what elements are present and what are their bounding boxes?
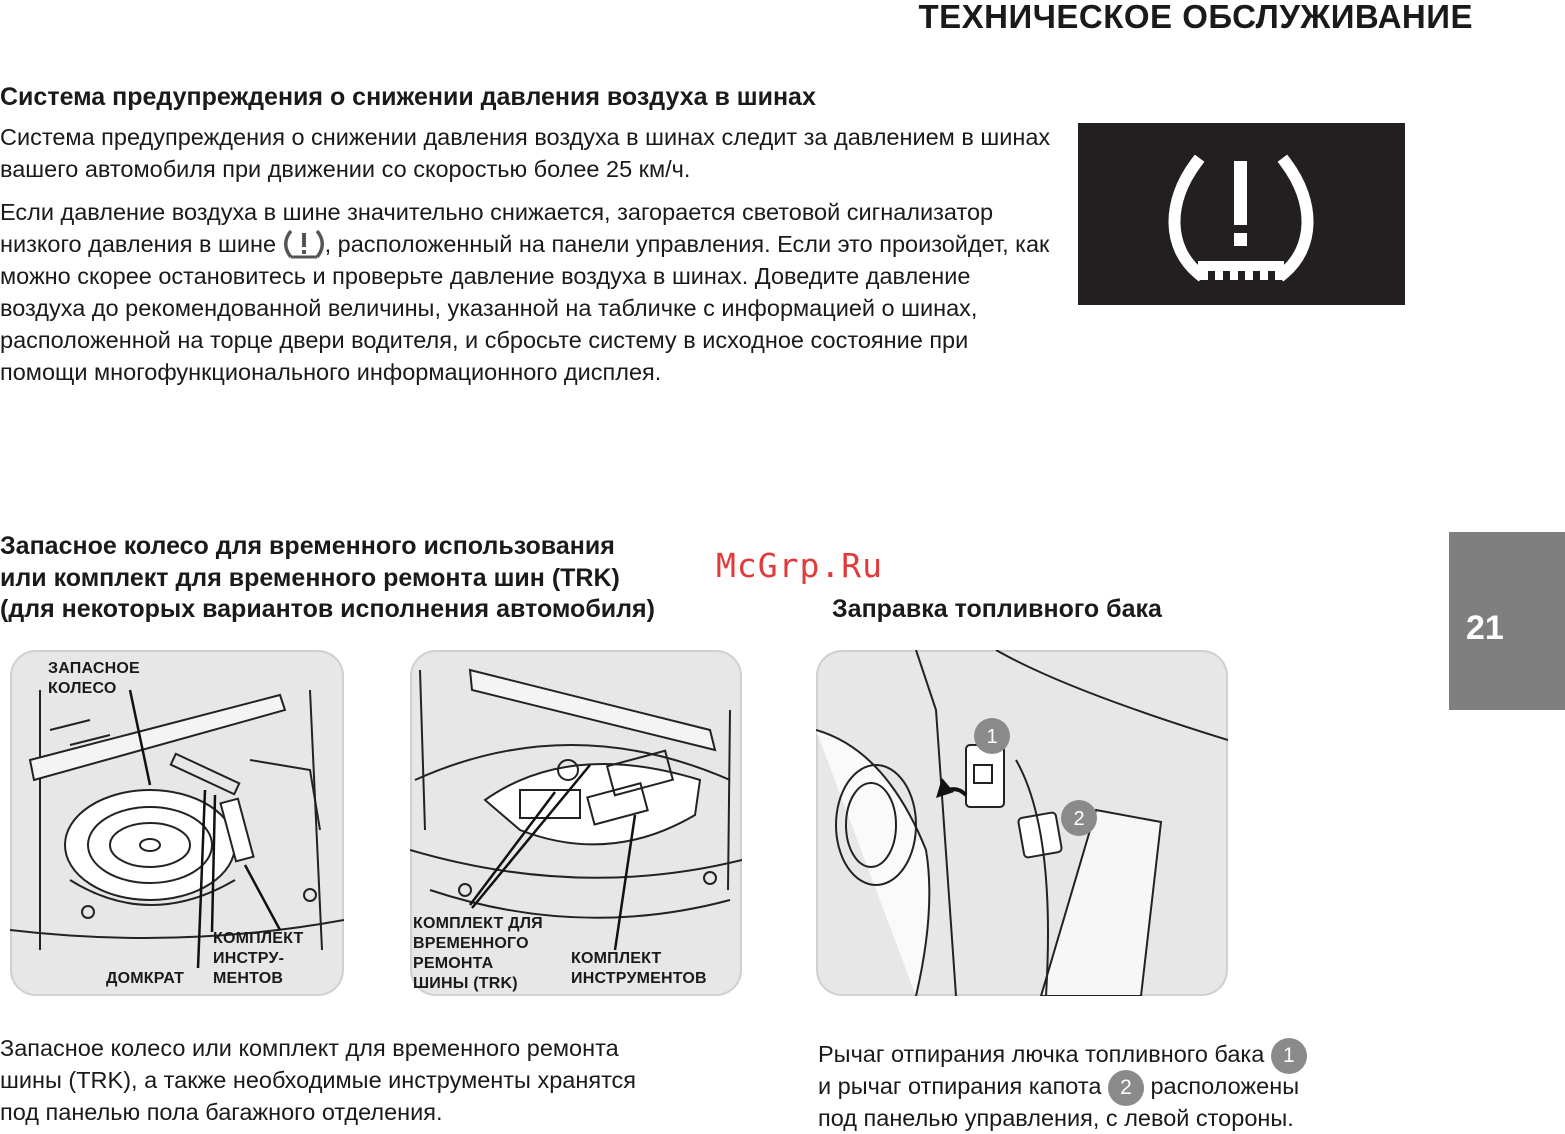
figure-badge-2: 2 (1073, 808, 1085, 830)
label-tools-1a: КОМПЛЕКТ (213, 930, 304, 947)
spare-body-line-3: под панелью пола багажного отделения. (0, 1099, 443, 1125)
page-number: 21 (1466, 609, 1504, 647)
tpms-paragraph-1: Система предупреждения о снижении давления воздуха в шинах следит за давлением в шинах вашего автомобиля при движении со скоростью более 25 км/ч. (0, 124, 1051, 182)
label-trk-3: РЕМОНТА (413, 955, 494, 972)
spare-heading-line-3: (для некоторых вариантов исполнения автомобиля) (0, 595, 655, 623)
label-tools-2a: КОМПЛЕКТ (571, 950, 662, 967)
fuel-body-line-2a: и рычаг отпирания капота (818, 1073, 1102, 1100)
tire-pressure-warning-icon (1078, 123, 1405, 305)
watermark: McGrp.Ru (716, 546, 883, 585)
fuel-heading: Заправка топливного бака (832, 595, 1162, 623)
tpms-heading: Система предупреждения о снижении давления воздуха в шинах (0, 83, 816, 111)
spare-body-line-1: Запасное колесо или комплект для временного ремонта (0, 1035, 619, 1061)
tpms-paragraph-2-start: Если давление воздуха в шине значительно снижается, загорается световой сигнализатор низкого давления в шине (0, 199, 994, 257)
label-jack: ДОМКРАТ (106, 970, 185, 987)
fuel-body-line-1-text: Рычаг отпирания лючка топливного бака (818, 1041, 1265, 1068)
fuel-release-figure (816, 650, 1228, 996)
fuel-release-illustration (816, 650, 1228, 996)
label-tools-1c: МЕНТОВ (213, 970, 284, 987)
spare-body-line-2: шины (TRK), а также необходимые инструменты хранятся (0, 1067, 637, 1093)
fuel-body-line-2b: расположены (1150, 1073, 1300, 1100)
page-number-tab (1449, 532, 1565, 710)
tpms-paragraph-2-end: , расположенный на панели управления. Если это произойдет, как можно скорее остановитесь и проверьте давление воздуха в шинах. Доведите давление воздуха до рекомендованной величины, указанной на табличке с информацией о шинах, расположенной на торце двери водителя, и сбросьте систему в исходное состояние при помощи многофункционального информационного дисплея. (0, 231, 1050, 385)
label-trk-4: ШИНЫ (TRK) (413, 975, 518, 992)
hood-badge: 2 (1108, 1070, 1144, 1106)
tpms-paragraph-2 (0, 196, 1060, 388)
label-trk-1: КОМПЛЕКТ ДЛЯ (413, 915, 543, 932)
trk-figure (410, 650, 742, 996)
spare-heading-line-2: или комплект для временного ремонта шин (TRK) (0, 564, 620, 592)
spare-wheel-figure (10, 650, 344, 996)
label-tools-1b: ИНСТРУ- (213, 950, 285, 967)
tire-pressure-inline-icon (283, 229, 325, 259)
page-header-title: ТЕХНИЧЕСКОЕ ОБСЛУЖИВАНИЕ (918, 0, 1473, 35)
fuel-body-line-1 (818, 1038, 1307, 1074)
fuel-body-line-2 (818, 1070, 1299, 1106)
label-tools-2b: ИНСТРУМЕНТОВ (571, 970, 707, 987)
label-trk-2: ВРЕМЕННОГО (413, 935, 529, 952)
fuel-body-line-3: под панелью управления, с левой стороны. (818, 1105, 1294, 1131)
figure-badge-1: 1 (986, 726, 998, 748)
spare-heading-line-1: Запасное колесо для временного использования (0, 532, 615, 560)
label-spare-wheel-1: ЗАПАСНОЕ (48, 660, 140, 677)
fuel-lid-badge: 1 (1271, 1038, 1307, 1074)
label-spare-wheel-2: КОЛЕСО (48, 680, 117, 697)
